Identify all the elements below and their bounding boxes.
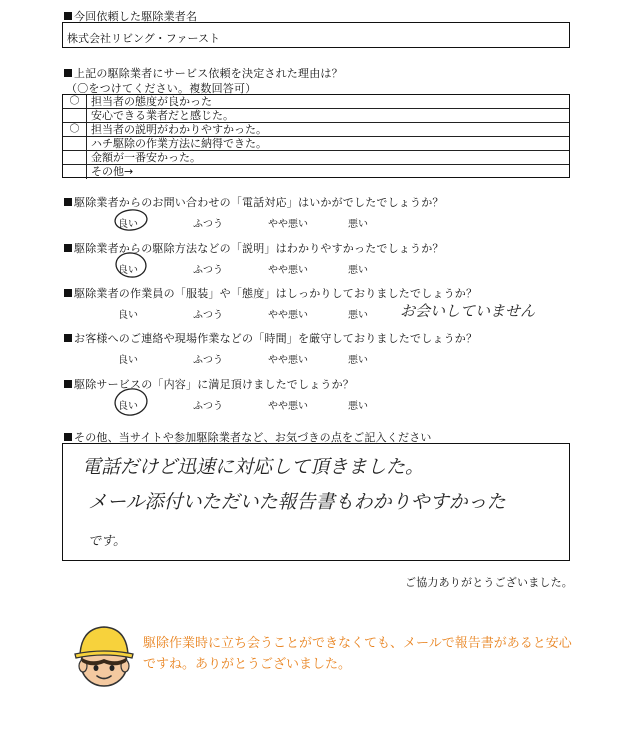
rating-option-somewhat-bad: やや悪い [268,310,308,321]
handwritten-note: お会いしていません [400,302,536,320]
selected-circle [114,251,147,279]
q-attire-label: 駆除業者の作業員の「服装」や「態度」はしっかりしておりましたでしょうか？ [64,285,477,301]
comment-line: メール添付いただいた報告書もわかりやすかった [88,491,506,513]
reason-check: 〇 [63,123,87,136]
staff-avatar-icon [72,622,136,688]
selected-circle [113,386,149,417]
rating-option-somewhat-bad: やや悪い [268,265,308,276]
q-time-label: お客様へのご連絡や現場作業などの「時間」を厳守しておりましたでしょうか？ [64,330,477,346]
rating-option-somewhat-bad: やや悪い [268,219,308,230]
rating-option-good: 良い [118,265,138,276]
reason-text: 安心できる業者だと感じた。 [91,109,234,122]
rating-option-normal: ふつう [193,401,223,412]
q-explanation-label: 駆除業者からの駆除方法などの「説明」はわかりやすかったでしょうか？ [64,240,444,256]
q-phone-label: 駆除業者からのお問い合わせの「電話対応」はいかがでしたでしょうか？ [64,194,444,210]
reason-text: 金額が一番安かった。 [91,151,201,164]
rating-option-bad: 悪い [348,310,368,321]
thanks-text: ご協力ありがとうございました。 [405,576,573,589]
reason-text: ハチ駆除の作業方法に納得できた。 [91,137,267,150]
rating-option-good: 良い [118,310,138,321]
rating-option-normal: ふつう [193,219,223,230]
reason-text: その他→ [91,165,134,178]
rating-option-good: 良い [118,355,138,366]
staff-comment: 駆除作業時に立ち会うことができなくても、メールで報告書があると安心ですね。ありがとうございました。 [143,636,572,672]
comment-line: 電話だけど迅速に対応して頂きました。 [82,456,425,478]
rating-option-bad: 悪い [348,355,368,366]
q-company-label: 今回依頼した駆除業者名 [64,8,197,24]
q-content-label: 駆除サービスの「内容」に満足頂けましたでしょうか？ [64,376,354,392]
rating-option-normal: ふつう [193,265,223,276]
rating-option-normal: ふつう [193,355,223,366]
comment-line: です。 [88,534,126,549]
rating-option-good: 良い [118,401,138,412]
reason-text: 担当者の態度が良かった [91,95,212,108]
rating-option-bad: 悪い [348,265,368,276]
reason-check: 〇 [63,95,87,108]
rating-option-bad: 悪い [348,219,368,230]
reason-text: 担当者の説明がわかりやすかった。 [91,123,267,136]
company-answer: 株式会社リビング・ファースト [67,32,221,45]
selected-circle [114,208,148,231]
rating-option-somewhat-bad: やや悪い [268,401,308,412]
rating-option-somewhat-bad: やや悪い [268,355,308,366]
q-comments-label: その他、当サイトや参加駆除業者など、お気づきの点をご記入ください [64,429,432,445]
q-reason-label: 上記の駆除業者にサービス依頼を決定された理由は？ [64,65,343,81]
rating-option-good: 良い [118,219,138,230]
q-reason-note: （〇をつけてください。複数回答可） [66,82,257,95]
rating-option-bad: 悪い [348,401,368,412]
rating-option-normal: ふつう [193,310,223,321]
